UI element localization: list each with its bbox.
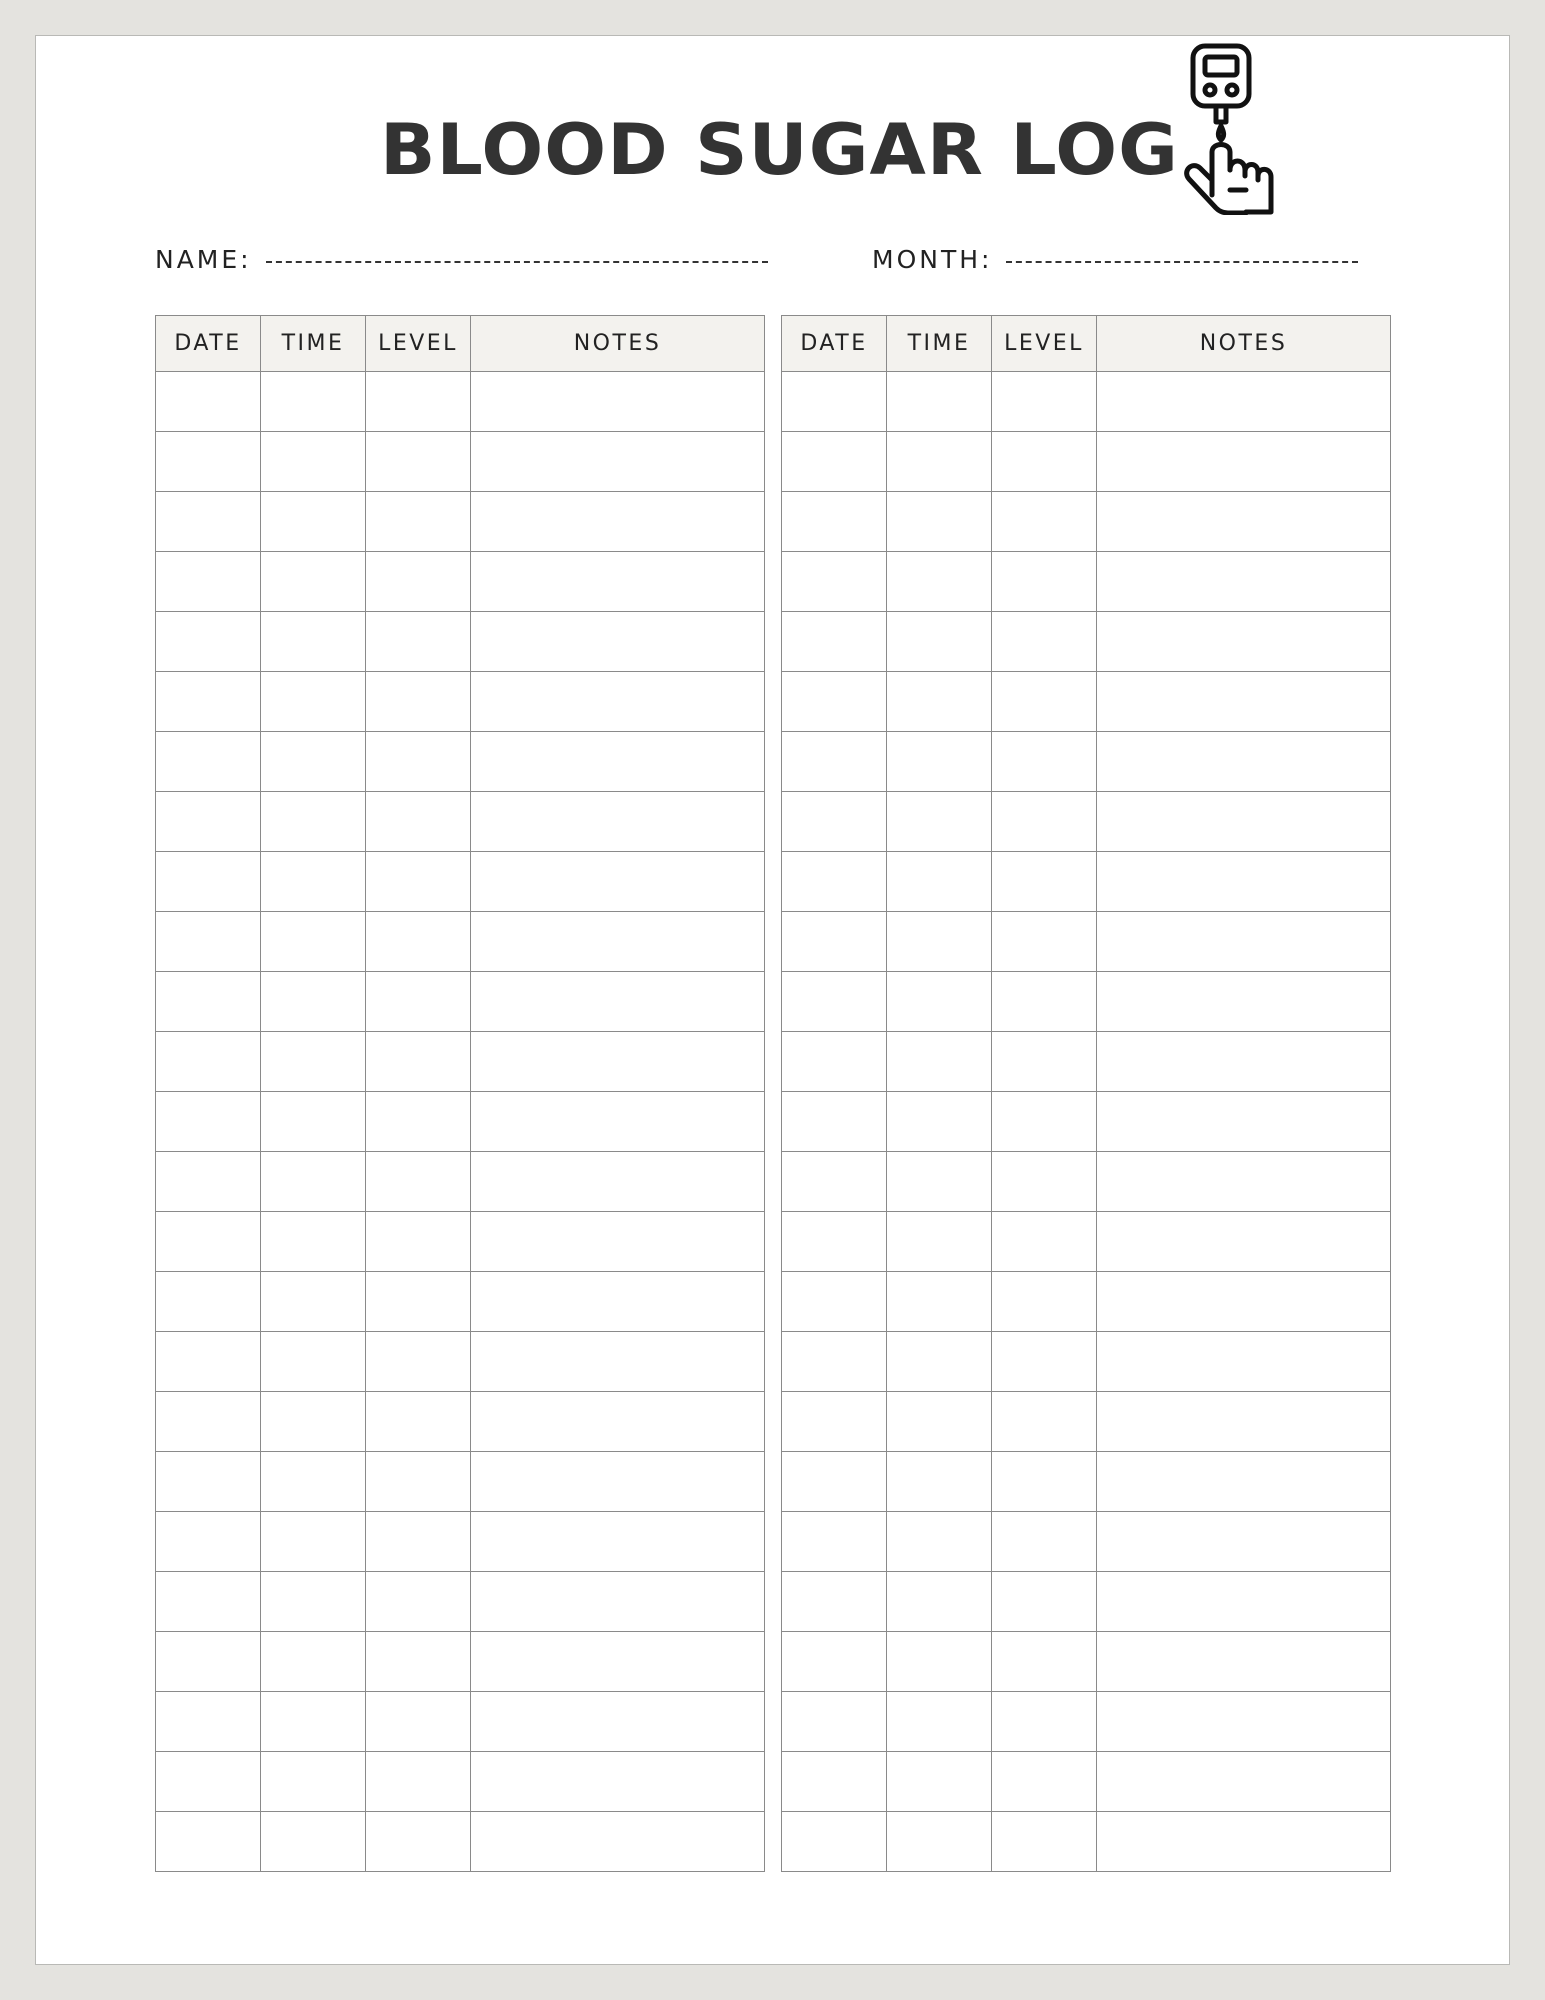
date-cell[interactable] — [782, 1032, 887, 1092]
date-cell[interactable] — [156, 372, 261, 432]
notes-cell[interactable] — [471, 492, 765, 552]
date-cell[interactable] — [782, 672, 887, 732]
time-cell[interactable] — [261, 792, 366, 852]
level-cell[interactable] — [366, 1032, 471, 1092]
date-cell[interactable] — [156, 1032, 261, 1092]
table-row — [156, 1212, 765, 1272]
level-cell[interactable] — [992, 612, 1097, 672]
level-cell[interactable] — [992, 1752, 1097, 1812]
level-cell[interactable] — [992, 1452, 1097, 1512]
log-rows-right — [782, 372, 1391, 1872]
level-column-header: LEVEL — [992, 316, 1097, 372]
date-cell[interactable] — [156, 732, 261, 792]
notes-cell[interactable] — [1097, 732, 1391, 792]
table-row — [782, 1332, 1391, 1392]
date-cell[interactable] — [782, 792, 887, 852]
time-cell[interactable] — [887, 1392, 992, 1452]
notes-cell[interactable] — [1097, 672, 1391, 732]
notes-cell[interactable] — [1097, 372, 1391, 432]
table-row — [782, 732, 1391, 792]
date-cell[interactable] — [156, 852, 261, 912]
level-cell[interactable] — [992, 1272, 1097, 1332]
notes-cell[interactable] — [1097, 552, 1391, 612]
date-cell[interactable] — [156, 1152, 261, 1212]
time-cell[interactable] — [261, 1572, 366, 1632]
table-row — [782, 792, 1391, 852]
date-cell[interactable] — [156, 492, 261, 552]
date-cell[interactable] — [782, 1392, 887, 1452]
notes-cell[interactable] — [471, 1752, 765, 1812]
time-cell[interactable] — [261, 1752, 366, 1812]
date-cell[interactable] — [156, 1752, 261, 1812]
notes-cell[interactable] — [1097, 1692, 1391, 1752]
table-row — [156, 732, 765, 792]
time-cell[interactable] — [887, 852, 992, 912]
table-row — [156, 1392, 765, 1452]
level-column-header: LEVEL — [366, 316, 471, 372]
time-cell[interactable] — [261, 372, 366, 432]
notes-cell[interactable] — [471, 1452, 765, 1512]
level-cell[interactable] — [992, 912, 1097, 972]
level-cell[interactable] — [366, 1392, 471, 1452]
time-cell[interactable] — [261, 1632, 366, 1692]
date-cell[interactable] — [782, 1512, 887, 1572]
level-cell[interactable] — [366, 1272, 471, 1332]
notes-cell[interactable] — [471, 1812, 765, 1872]
table-row — [156, 1152, 765, 1212]
time-cell[interactable] — [887, 552, 992, 612]
table-row — [156, 432, 765, 492]
time-cell[interactable] — [261, 432, 366, 492]
time-cell[interactable] — [887, 1692, 992, 1752]
time-cell[interactable] — [887, 912, 992, 972]
notes-cell[interactable] — [1097, 1572, 1391, 1632]
notes-cell[interactable] — [1097, 1332, 1391, 1392]
notes-cell[interactable] — [471, 852, 765, 912]
time-cell[interactable] — [261, 1272, 366, 1332]
table-header-row — [782, 316, 1391, 372]
date-cell[interactable] — [156, 1632, 261, 1692]
notes-cell[interactable] — [1097, 612, 1391, 672]
name-label: NAME: — [155, 245, 252, 274]
level-cell[interactable] — [992, 1392, 1097, 1452]
time-cell[interactable] — [887, 972, 992, 1032]
level-cell[interactable] — [992, 1332, 1097, 1392]
log-table-left — [155, 315, 765, 1872]
time-column-header: TIME — [261, 316, 366, 372]
notes-cell[interactable] — [471, 1392, 765, 1452]
date-cell[interactable] — [156, 1332, 261, 1392]
level-cell[interactable] — [366, 1332, 471, 1392]
notes-cell[interactable] — [471, 1212, 765, 1272]
notes-cell[interactable] — [471, 1692, 765, 1752]
table-row — [782, 972, 1391, 1032]
time-cell[interactable] — [887, 1572, 992, 1632]
date-cell[interactable] — [782, 432, 887, 492]
time-cell[interactable] — [887, 1032, 992, 1092]
notes-cell[interactable] — [1097, 972, 1391, 1032]
level-cell[interactable] — [366, 1452, 471, 1512]
table-row — [782, 1812, 1391, 1872]
time-cell[interactable] — [887, 1452, 992, 1512]
table-header-row — [156, 316, 765, 372]
level-cell[interactable] — [992, 792, 1097, 852]
page-title: BLOOD SUGAR LOG — [380, 109, 1179, 191]
table-row — [782, 432, 1391, 492]
notes-cell[interactable] — [471, 1332, 765, 1392]
notes-cell[interactable] — [1097, 1392, 1391, 1452]
notes-cell[interactable] — [1097, 1152, 1391, 1212]
date-cell[interactable] — [156, 1452, 261, 1512]
time-cell[interactable] — [887, 672, 992, 732]
name-field[interactable] — [155, 245, 768, 275]
date-cell[interactable] — [782, 1272, 887, 1332]
table-row — [156, 1752, 765, 1812]
time-cell[interactable] — [261, 672, 366, 732]
date-cell[interactable] — [782, 1152, 887, 1212]
notes-cell[interactable] — [1097, 792, 1391, 852]
table-row — [782, 1692, 1391, 1752]
level-cell[interactable] — [366, 792, 471, 852]
notes-cell[interactable] — [471, 792, 765, 852]
notes-cell[interactable] — [471, 732, 765, 792]
notes-cell[interactable] — [471, 1032, 765, 1092]
table-row — [156, 1452, 765, 1512]
time-cell[interactable] — [261, 612, 366, 672]
date-cell[interactable] — [782, 1452, 887, 1512]
table-row — [782, 672, 1391, 732]
table-row — [782, 1632, 1391, 1692]
table-row — [156, 612, 765, 672]
level-cell[interactable] — [992, 972, 1097, 1032]
level-cell[interactable] — [992, 1032, 1097, 1092]
notes-cell[interactable] — [1097, 492, 1391, 552]
time-cell[interactable] — [261, 1092, 366, 1152]
time-cell[interactable] — [887, 372, 992, 432]
level-cell[interactable] — [366, 1752, 471, 1812]
time-cell[interactable] — [261, 1152, 366, 1212]
table-row — [782, 612, 1391, 672]
time-cell[interactable] — [261, 852, 366, 912]
date-cell[interactable] — [156, 1692, 261, 1752]
date-cell[interactable] — [782, 912, 887, 972]
table-row — [782, 1452, 1391, 1512]
glucose-meter-finger-icon — [1178, 40, 1288, 215]
log-rows-left — [156, 372, 765, 1872]
date-column-header: DATE — [156, 316, 261, 372]
notes-cell[interactable] — [471, 432, 765, 492]
time-cell[interactable] — [887, 1632, 992, 1692]
date-cell[interactable] — [782, 612, 887, 672]
level-cell[interactable] — [992, 1212, 1097, 1272]
notes-cell[interactable] — [1097, 1032, 1391, 1092]
table-row — [156, 552, 765, 612]
date-cell[interactable] — [156, 1572, 261, 1632]
time-cell[interactable] — [261, 1692, 366, 1752]
month-field[interactable] — [872, 245, 1358, 275]
notes-cell[interactable] — [471, 972, 765, 1032]
date-cell[interactable] — [156, 1512, 261, 1572]
date-cell[interactable] — [782, 372, 887, 432]
time-cell[interactable] — [261, 552, 366, 612]
date-cell[interactable] — [782, 732, 887, 792]
level-cell[interactable] — [366, 492, 471, 552]
date-cell[interactable] — [782, 1752, 887, 1812]
notes-cell[interactable] — [471, 912, 765, 972]
table-row — [782, 1092, 1391, 1152]
date-cell[interactable] — [156, 432, 261, 492]
date-cell[interactable] — [156, 1392, 261, 1452]
date-cell[interactable] — [782, 1692, 887, 1752]
date-cell[interactable] — [782, 1572, 887, 1632]
notes-cell[interactable] — [471, 1632, 765, 1692]
date-cell[interactable] — [156, 1092, 261, 1152]
time-cell[interactable] — [887, 1152, 992, 1212]
notes-cell[interactable] — [1097, 1092, 1391, 1152]
name-blank-line[interactable] — [266, 261, 768, 263]
table-row — [156, 972, 765, 1032]
level-cell[interactable] — [992, 732, 1097, 792]
table-row — [156, 1512, 765, 1572]
time-cell[interactable] — [887, 792, 992, 852]
level-cell[interactable] — [992, 1512, 1097, 1572]
notes-cell[interactable] — [471, 612, 765, 672]
table-row — [782, 1752, 1391, 1812]
time-cell[interactable] — [887, 612, 992, 672]
date-cell[interactable] — [782, 852, 887, 912]
table-row — [782, 372, 1391, 432]
time-cell[interactable] — [261, 1452, 366, 1512]
date-cell[interactable] — [156, 972, 261, 1032]
table-row — [156, 1332, 765, 1392]
level-cell[interactable] — [366, 672, 471, 732]
level-cell[interactable] — [992, 1152, 1097, 1212]
table-row — [782, 552, 1391, 612]
date-cell[interactable] — [156, 612, 261, 672]
date-cell[interactable] — [782, 1632, 887, 1692]
date-column-header: DATE — [782, 316, 887, 372]
time-cell[interactable] — [887, 1812, 992, 1872]
notes-cell[interactable] — [1097, 1812, 1391, 1872]
date-cell[interactable] — [782, 552, 887, 612]
level-cell[interactable] — [366, 1152, 471, 1212]
notes-cell[interactable] — [471, 1152, 765, 1212]
time-cell[interactable] — [261, 972, 366, 1032]
date-cell[interactable] — [782, 1092, 887, 1152]
notes-cell[interactable] — [471, 672, 765, 732]
notes-cell[interactable] — [1097, 1752, 1391, 1812]
table-row — [156, 1272, 765, 1332]
table-row — [156, 1692, 765, 1752]
table-row — [156, 912, 765, 972]
table-row — [782, 1572, 1391, 1632]
level-cell[interactable] — [992, 1812, 1097, 1872]
date-cell[interactable] — [782, 1332, 887, 1392]
notes-cell[interactable] — [1097, 1512, 1391, 1572]
time-cell[interactable] — [887, 1212, 992, 1272]
time-cell[interactable] — [887, 1332, 992, 1392]
time-cell[interactable] — [887, 492, 992, 552]
level-cell[interactable] — [992, 1092, 1097, 1152]
level-cell[interactable] — [992, 552, 1097, 612]
table-row — [156, 1632, 765, 1692]
table-row — [156, 1092, 765, 1152]
notes-cell[interactable] — [471, 1272, 765, 1332]
table-row — [782, 1152, 1391, 1212]
table-row — [156, 1572, 765, 1632]
time-cell[interactable] — [887, 1752, 992, 1812]
level-cell[interactable] — [992, 432, 1097, 492]
date-cell[interactable] — [782, 1212, 887, 1272]
time-cell[interactable] — [261, 1392, 366, 1452]
level-cell[interactable] — [366, 612, 471, 672]
time-cell[interactable] — [887, 1272, 992, 1332]
notes-cell[interactable] — [471, 1512, 765, 1572]
notes-cell[interactable] — [471, 552, 765, 612]
notes-cell[interactable] — [471, 1572, 765, 1632]
table-row — [782, 1212, 1391, 1272]
level-cell[interactable] — [992, 1692, 1097, 1752]
level-cell[interactable] — [366, 1512, 471, 1572]
time-cell[interactable] — [887, 1512, 992, 1572]
date-cell[interactable] — [782, 1812, 887, 1872]
notes-cell[interactable] — [1097, 852, 1391, 912]
level-cell[interactable] — [366, 552, 471, 612]
level-cell[interactable] — [992, 852, 1097, 912]
level-cell[interactable] — [366, 852, 471, 912]
date-cell[interactable] — [782, 972, 887, 1032]
level-cell[interactable] — [992, 672, 1097, 732]
date-cell[interactable] — [156, 552, 261, 612]
time-cell[interactable] — [261, 1812, 366, 1872]
level-cell[interactable] — [992, 1632, 1097, 1692]
level-cell[interactable] — [366, 1212, 471, 1272]
date-cell[interactable] — [156, 792, 261, 852]
level-cell[interactable] — [366, 1572, 471, 1632]
notes-cell[interactable] — [471, 372, 765, 432]
table-row — [156, 372, 765, 432]
time-cell[interactable] — [261, 1032, 366, 1092]
level-cell[interactable] — [366, 1812, 471, 1872]
notes-cell[interactable] — [1097, 912, 1391, 972]
level-cell[interactable] — [366, 1692, 471, 1752]
time-cell[interactable] — [261, 912, 366, 972]
time-cell[interactable] — [887, 432, 992, 492]
table-row — [782, 1392, 1391, 1452]
level-cell[interactable] — [992, 1572, 1097, 1632]
notes-cell[interactable] — [1097, 1632, 1391, 1692]
notes-cell[interactable] — [1097, 1452, 1391, 1512]
notes-column-header: NOTES — [1097, 316, 1391, 372]
table-row — [782, 492, 1391, 552]
level-cell[interactable] — [366, 372, 471, 432]
level-cell[interactable] — [366, 432, 471, 492]
table-row — [782, 912, 1391, 972]
table-row — [782, 852, 1391, 912]
table-row — [782, 1032, 1391, 1092]
time-cell[interactable] — [261, 1332, 366, 1392]
time-cell[interactable] — [261, 1512, 366, 1572]
level-cell[interactable] — [992, 492, 1097, 552]
time-cell[interactable] — [261, 732, 366, 792]
level-cell[interactable] — [366, 912, 471, 972]
date-cell[interactable] — [156, 672, 261, 732]
table-row — [156, 852, 765, 912]
date-cell[interactable] — [156, 1812, 261, 1872]
notes-cell[interactable] — [471, 1092, 765, 1152]
table-row — [156, 672, 765, 732]
level-cell[interactable] — [366, 1092, 471, 1152]
time-cell[interactable] — [261, 1212, 366, 1272]
table-row — [156, 1032, 765, 1092]
time-cell[interactable] — [887, 732, 992, 792]
level-cell[interactable] — [366, 732, 471, 792]
table-row — [156, 492, 765, 552]
level-cell[interactable] — [992, 372, 1097, 432]
date-cell[interactable] — [156, 1212, 261, 1272]
level-cell[interactable] — [366, 972, 471, 1032]
table-row — [782, 1512, 1391, 1572]
date-cell[interactable] — [156, 912, 261, 972]
notes-column-header: NOTES — [471, 316, 765, 372]
level-cell[interactable] — [366, 1632, 471, 1692]
notes-cell[interactable] — [1097, 432, 1391, 492]
log-table-right — [781, 315, 1391, 1872]
time-cell[interactable] — [261, 492, 366, 552]
notes-cell[interactable] — [1097, 1272, 1391, 1332]
time-column-header: TIME — [887, 316, 992, 372]
table-row — [782, 1272, 1391, 1332]
date-cell[interactable] — [782, 492, 887, 552]
month-blank-line[interactable] — [1006, 261, 1358, 263]
table-row — [156, 1812, 765, 1872]
notes-cell[interactable] — [1097, 1212, 1391, 1272]
time-cell[interactable] — [887, 1092, 992, 1152]
date-cell[interactable] — [156, 1272, 261, 1332]
table-row — [156, 792, 765, 852]
month-label: MONTH: — [872, 245, 993, 274]
